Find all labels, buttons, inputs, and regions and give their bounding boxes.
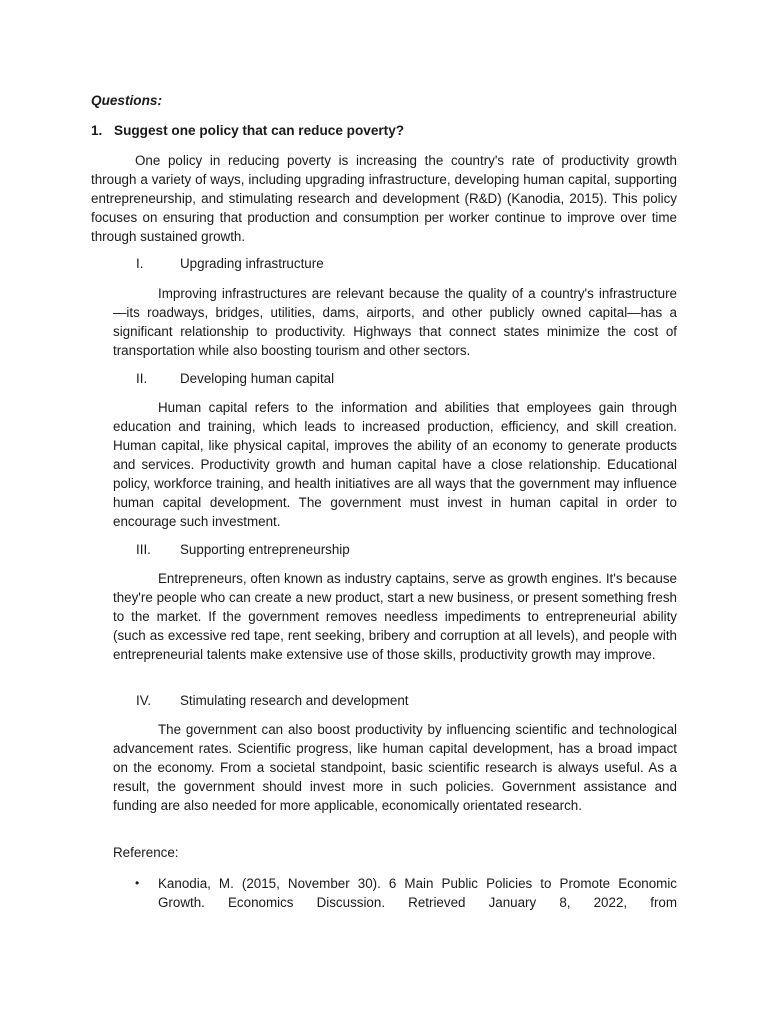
section-title: Developing human capital bbox=[180, 371, 335, 386]
section-heading-3 bbox=[136, 542, 350, 557]
intro-paragraph: One policy in reducing poverty is increasing the country's rate of productivity growth through a variety of ways, including upgrading infrastructure, developing human capital, supporting entrepreneurship, and stimulating research and development (R&D) (Kanodia, 2015). This policy focuses on ensuring that production and consumption per worker continue to improve over time through sustained growth. bbox=[91, 153, 677, 244]
reference-text: Kanodia, M. (2015, November 30). 6 Main Public Policies to Promote Economic Growth. Economics Discussion. Retrieved January 8, 2022, from bbox=[158, 876, 677, 910]
section-title: Upgrading infrastructure bbox=[180, 256, 324, 271]
section-heading-1 bbox=[136, 256, 324, 271]
questions-heading: Questions: bbox=[91, 93, 162, 108]
section-heading-2 bbox=[136, 371, 334, 386]
section-title: Supporting entrepreneurship bbox=[180, 542, 350, 557]
section-heading-4 bbox=[136, 693, 409, 708]
section-body-1: Improving infrastructures are relevant because the quality of a country's infrastructure—its roadways, bridges, utilities, dams, airports, and other publicly owned capital—has a significant relationship to productivity. Highways that connect states minimize the cost of transportation while also boosting tourism and other sectors. bbox=[113, 286, 677, 358]
question-1 bbox=[91, 123, 404, 138]
question-text: Suggest one policy that can reduce poverty? bbox=[114, 123, 405, 138]
section-body-4: The government can also boost productivity by influencing scientific and technological advancement rates. Scientific progress, like human capital development, has a broad impact on the economy. From a societal standpoint, basic scientific research is always useful. As a result, the government should invest more in such policies. Government assistance and funding are also needed for more applicable, economically orientated research. bbox=[113, 722, 677, 813]
section-body-2: Human capital refers to the information and abilities that employees gain through education and training, which leads to increased production, efficiency, and skill creation. Human capital, like physical capital, improves the ability of an economy to generate products and services. Productivity growth and human capital have a close relationship. Educational policy, workforce training, and health initiatives are all ways that the government may influence human capital development. The government must invest in human capital in order to encourage such investment. bbox=[113, 400, 677, 529]
bullet-icon: • bbox=[135, 876, 140, 890]
section-numeral: I. bbox=[136, 256, 144, 271]
question-number: 1. bbox=[91, 123, 103, 138]
section-title: Stimulating research and development bbox=[180, 693, 409, 708]
reference-label: Reference: bbox=[113, 845, 179, 860]
section-numeral: IV. bbox=[136, 693, 152, 708]
section-body-3: Entrepreneurs, often known as industry captains, serve as growth engines. It's because they're people who can create a new product, start a new business, or present something fresh to the market. If the government removes needless impediments to entrepreneurial ability (such as excessive red tape, rent seeking, bribery and corruption at all levels), and people with entrepreneurial talents make extensive use of those skills, productivity growth may improve. bbox=[113, 571, 677, 662]
reference-item bbox=[135, 874, 677, 912]
section-numeral: III. bbox=[136, 542, 151, 557]
section-numeral: II. bbox=[136, 371, 148, 386]
